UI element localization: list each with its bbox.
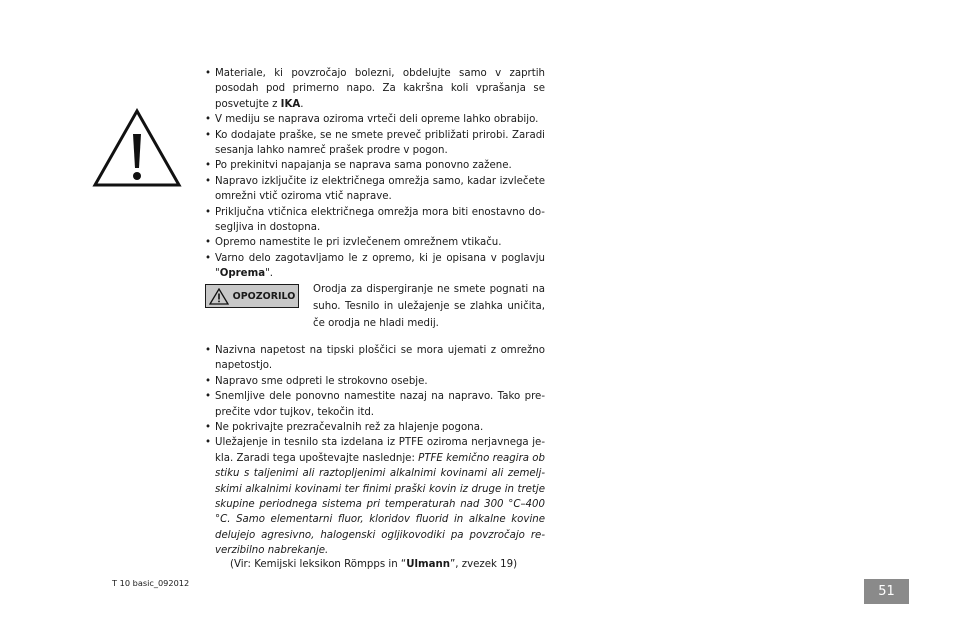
warning-block (205, 281, 545, 329)
list-item: • Snemljive dele ponovno namestite nazaj na napravo. Tako pre-prečite vdor tujkov, tekočin itd. (205, 389, 545, 420)
list-item: • Uležajenje in tesnilo sta izdelana iz PTFE oziroma nerjavnega je-kla. Zaradi tega upoštevajte naslednje: PTFE kemično reagira ob stiku s taljenimi ali raztopljenimi alkalnimi kovinami ali zemelj-skimi alkalnimi kovinami ter finimi praški kovin iz druge in tretje skupine periodnega sistema pri temperaturah nad 300 °C–400 °C. Samo elementarni fluor, kloridov fluorid in alkalne kovine delujejo agresivno, halogenski ogljikovodiki pa povzročajo re-verzibilno nabrekanje. (205, 435, 545, 558)
list-item: • Opremo namestite le pri izvlečenem omrežnem vtikaču. (205, 235, 545, 250)
safety-list-2 (205, 343, 545, 559)
small-warning-icon (209, 288, 229, 305)
list-item: • Materiale, ki povzročajo bolezni, obdelujte samo v zaprtih posodah pod primerno napo. Za kakršna koli vprašanja se posvetujte z IKA. (205, 66, 545, 112)
list-item: • Po prekinitvi napajanja se naprava sama ponovno zažene. (205, 158, 545, 173)
document-code: T 10 basic_092012 (112, 578, 190, 588)
warning-label: OPOZORILO (232, 290, 296, 302)
list-item: • Varno delo zagotavljamo le z opremo, ki je opisana v poglavju "Oprema". (205, 251, 545, 282)
warning-triangle-icon (92, 108, 182, 188)
list-item: • Priključna vtičnica električnega omrežja mora biti enostavno do-segljiva in dostopna. (205, 205, 545, 236)
warning-text: Orodja za dispergiranje ne smete pognati na suho. Tesnilo in uležajenje se zlahka uničita, če orodja ne hladi medij. (313, 284, 545, 329)
list-item: • Nazivna napetost na tipski ploščici se mora ujemati z omrežno napetostjo. (205, 343, 545, 374)
list-item: • V mediju se naprava oziroma vrteči deli opreme lahko obrabijo. (205, 112, 545, 127)
source-citation: (Vir: Kemijski leksikon Römpps in “Ulmann”, zvezek 19) (230, 559, 518, 570)
warning-label-box (205, 284, 299, 308)
list-item: • Napravo sme odpreti le strokovno osebje. (205, 374, 545, 389)
list-item: • Napravo izklјučite iz električnega omrežja samo, kadar izvlečete omrežni vtič oziroma vtič naprave. (205, 174, 545, 205)
list-item: • Ko dodajate praške, se ne smete preveč približati prirobi. Zaradi sesanja lahko namreč prašek prodre v pogon. (205, 128, 545, 159)
list-item: • Ne pokrivajte prezračevalnih rež za hlajenje pogona. (205, 420, 545, 435)
page-number: 51 (864, 579, 909, 604)
safety-list-1 (205, 66, 545, 282)
